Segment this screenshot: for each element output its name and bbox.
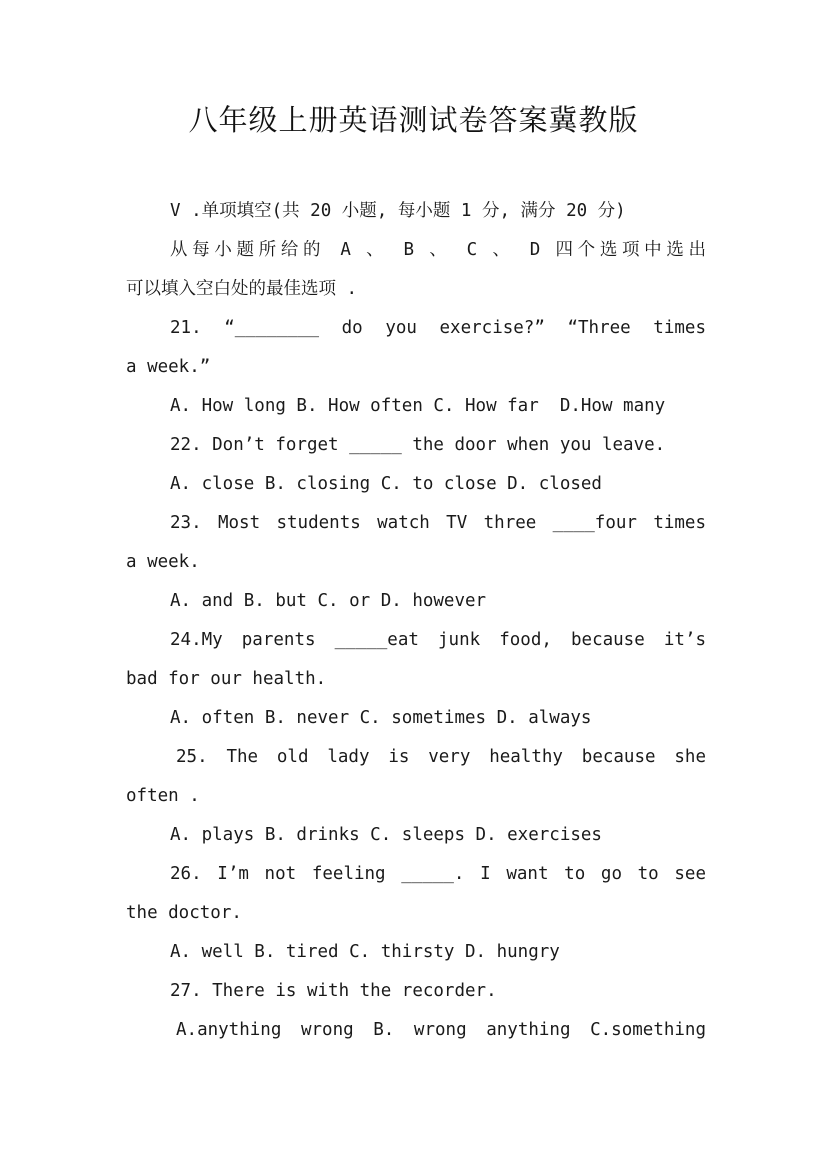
- question-27-options: A.anything wrong B. wrong anything C.something: [176, 1020, 706, 1040]
- question-21-continued: a week.”: [126, 357, 211, 377]
- question-23-continued: a week.: [126, 552, 200, 572]
- question-26-continued: the doctor.: [126, 903, 242, 923]
- instruction-line: 从每小题所给的 A 、 B 、 C 、 D 四个选项中选出: [170, 240, 706, 260]
- question-25-continued: often .: [126, 786, 200, 806]
- question-22-options: A. close B. closing C. to close D. closed: [170, 474, 602, 494]
- document-title: 八年级上册英语测试卷答案冀教版: [188, 103, 639, 137]
- question-26: 26. I’m not feeling _____. I want to go to see: [170, 864, 706, 884]
- section-heading: V .单项填空(共 20 小题, 每小题 1 分, 满分 20 分): [170, 201, 626, 221]
- question-26-options: A. well B. tired C. thirsty D. hungry: [170, 942, 560, 962]
- question-27: 27. There is with the recorder.: [170, 981, 497, 1001]
- document-body: [126, 192, 706, 1050]
- question-24-continued: bad for our health.: [126, 669, 327, 689]
- question-25-options: A. plays B. drinks C. sleeps D. exercises: [170, 825, 602, 845]
- question-24-options: A. often B. never C. sometimes D. always: [170, 708, 592, 728]
- question-21: 21. “________ do you exercise?” “Three times: [170, 318, 706, 338]
- question-22: 22. Don’t forget _____ the door when you leave.: [170, 435, 666, 455]
- question-23: 23. Most students watch TV three ____four times: [170, 513, 706, 533]
- question-24: 24.My parents _____eat junk food, because it’s: [170, 630, 706, 650]
- question-23-options: A. and B. but C. or D. however: [170, 591, 487, 611]
- instruction-line: 可以填入空白处的最佳选项 .: [126, 279, 358, 299]
- question-25: 25. The old lady is very healthy because she: [176, 747, 706, 767]
- question-21-options: A. How long B. How often C. How far D.How many: [170, 396, 666, 416]
